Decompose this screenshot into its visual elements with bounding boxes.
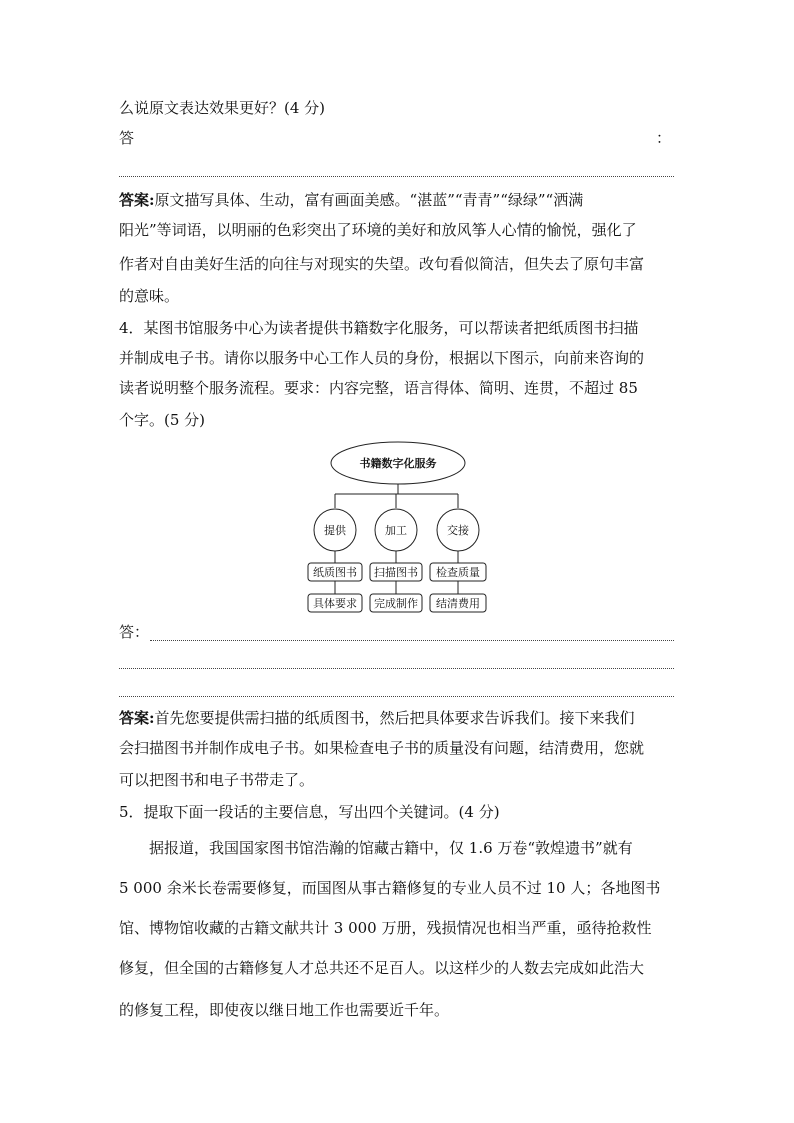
diagram-item-3-2: 结清费用 xyxy=(436,597,480,610)
q3-answer-label: 答 xyxy=(119,129,135,147)
q3-answer-line xyxy=(119,176,674,177)
diagram-item-1-2: 具体要求 xyxy=(313,597,357,610)
q4-key-text-1: 首先您要提供需扫描的纸质图书，然后把具体要求告诉我们。接下来我们 xyxy=(154,709,635,727)
q3-key-line-2: 阳光”等词语，以明丽的色彩突出了环境的美好和放风筝人心情的愉悦，强化了 xyxy=(119,221,637,239)
q3-key-line-1 xyxy=(119,190,674,210)
q4-answer-label: 答： xyxy=(119,623,150,641)
diagram-item-1-1: 纸质图书 xyxy=(313,566,357,579)
diagram-root-label: 书籍数字化服务 xyxy=(359,457,437,470)
q4-answer-line-3 xyxy=(119,696,674,697)
q4-question-line-1: 4．某图书馆服务中心为读者提供书籍数字化服务，可以帮读者把纸质图书扫描 xyxy=(119,319,639,337)
q5-passage-line-2: 5 000 余米长卷需要修复，而国图从事古籍修复的专业人员不过 10 人；各地图书 xyxy=(119,879,661,897)
q5-passage-line-4: 修复，但全国的古籍修复人才总共还不足百人。以这样少的人数去完成如此浩大 xyxy=(119,959,645,977)
q4-question-line-4: 个字。(5 分) xyxy=(119,411,206,429)
diagram-item-2-2: 完成制作 xyxy=(374,597,418,610)
diagram-branch-2-label: 加工 xyxy=(385,524,407,537)
q4-answer-line-1 xyxy=(150,640,674,641)
q4-answer-line-2 xyxy=(119,668,674,669)
diagram-item-3-1: 检查质量 xyxy=(436,566,480,579)
diagram-item-2-1: 扫描图书 xyxy=(374,566,418,579)
q3-question-continuation: 么说原文表达效果更好？(4 分) xyxy=(119,99,326,117)
q4-key-line-2: 会扫描图书并制作成电子书。如果检查电子书的质量没有问题，结清费用，您就 xyxy=(119,739,645,757)
q3-answer-colon: ： xyxy=(656,129,672,147)
q3-key-label: 答案: xyxy=(119,191,155,209)
q5-passage-line-5: 的修复工程，即使夜以继日地工作也需要近千年。 xyxy=(119,1001,450,1019)
diagram-branch-3-label: 交接 xyxy=(447,524,469,537)
q4-key-line-3: 可以把图书和电子书带走了。 xyxy=(119,771,315,789)
service-flow-diagram xyxy=(300,440,500,615)
q4-key-line-1 xyxy=(119,708,674,728)
diagram-branch-1-label: 提供 xyxy=(324,524,346,537)
q3-key-text-1: 原文描写具体、生动，富有画面美感。“湛蓝”“青青”“绿绿”“洒满 xyxy=(154,191,584,209)
q3-key-line-4: 的意味。 xyxy=(119,287,180,305)
q4-key-label: 答案: xyxy=(119,709,155,727)
q4-question-line-2: 并制成电子书。请你以服务中心工作人员的身份，根据以下图示，向前来咨询的 xyxy=(119,349,645,367)
q5-question: 5．提取下面一段话的主要信息，写出四个关键词。(4 分) xyxy=(119,803,500,821)
q4-question-line-3: 读者说明整个服务流程。要求：内容完整，语言得体、简明、连贯，不超过 85 xyxy=(119,379,638,397)
q3-key-line-3: 作者对自由美好生活的向往与对现实的失望。改句看似简洁，但失去了原句丰富 xyxy=(119,255,645,273)
q5-passage-line-1: 据报道，我国国家图书馆浩瀚的馆藏古籍中，仅 1.6 万卷“敦煌遗书”就有 xyxy=(149,839,633,857)
q5-passage-line-3: 馆、博物馆收藏的古籍文献共计 3 000 万册，残损情况也相当严重，亟待抢救性 xyxy=(119,919,652,937)
